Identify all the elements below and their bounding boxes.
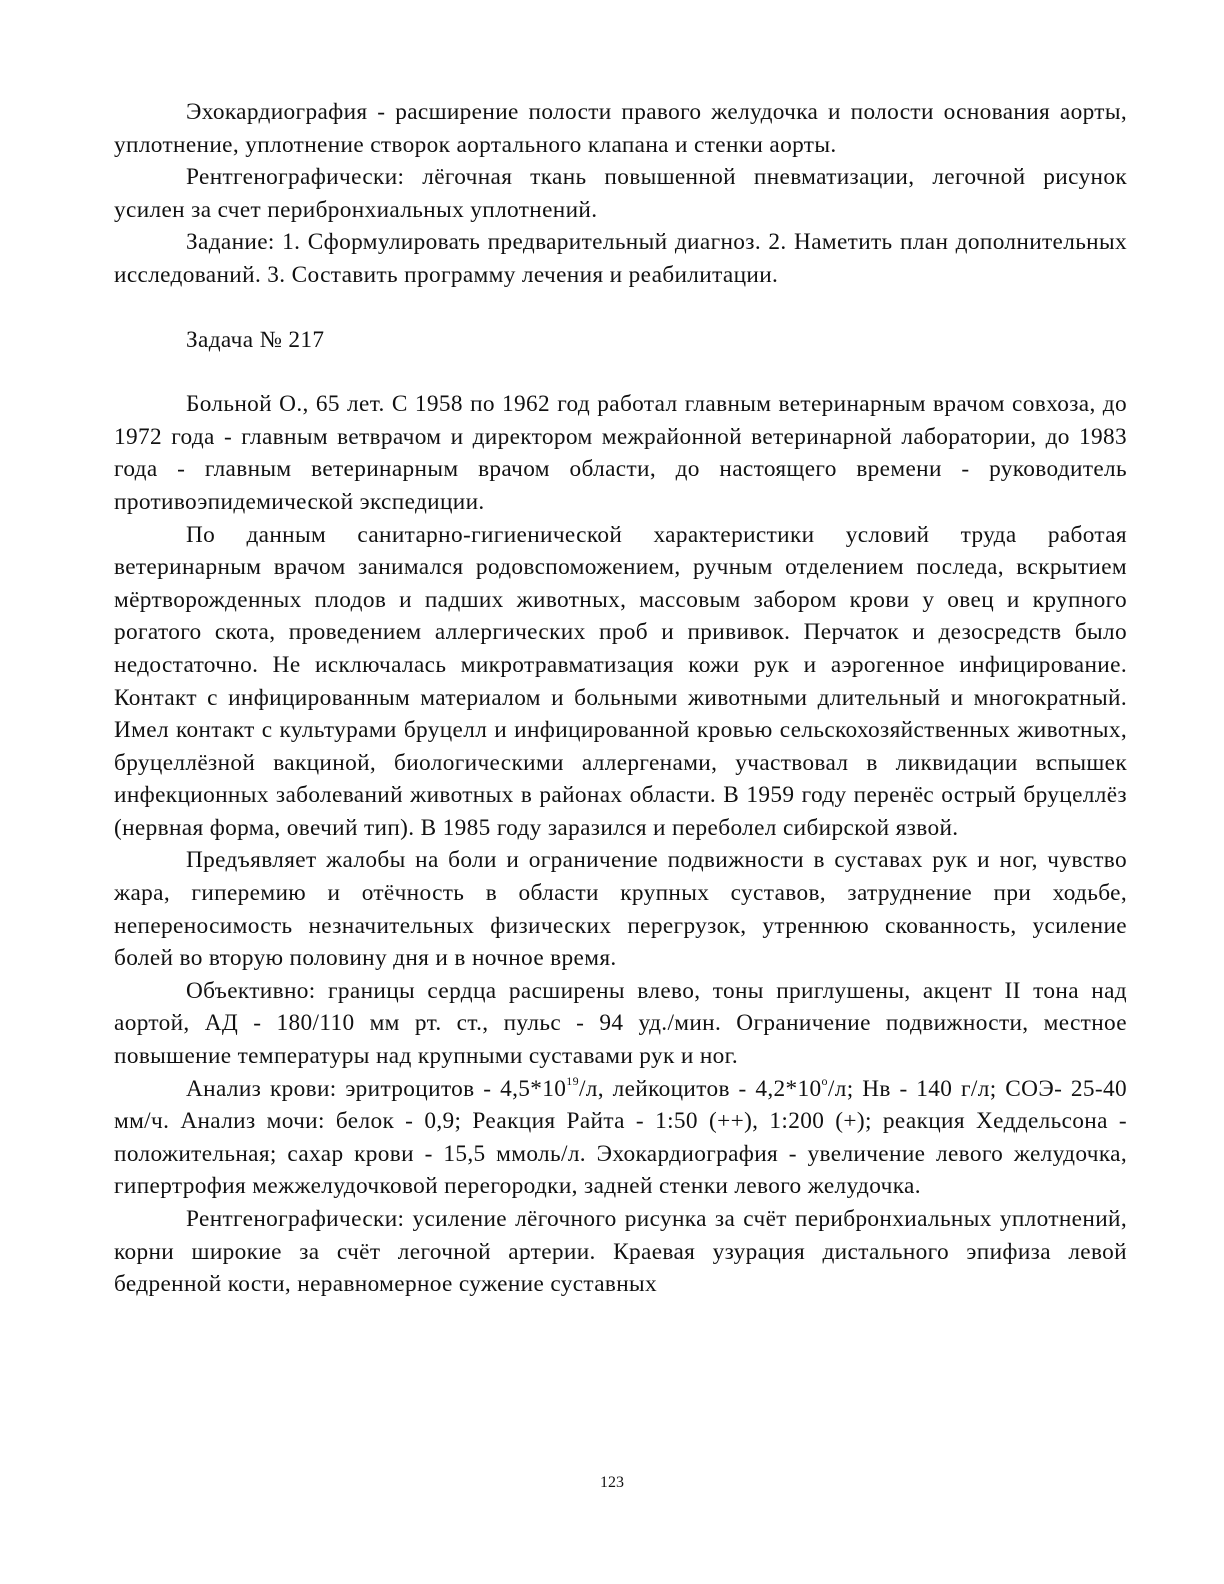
- exponent-superscript: 19: [566, 1073, 579, 1088]
- task-paragraph: Задание: 1. Сформулировать предварительный диагноз. 2. Наметить план дополнительных исследований. 3. Составить программу лечения и реабилитации.: [114, 229, 1127, 288]
- xray-paragraph: Рентгенографически: лёгочная ткань повышенной пневматизации, легочной рисунок усилен за счет перибронхиальных уплотнений.: [114, 164, 1127, 223]
- echo-paragraph: Эхокардиография - расширение полости правого желудочка и полости основания аорты, уплотнение, уплотнение створок аортального клапана и стенки аорты.: [114, 99, 1127, 158]
- objective-paragraph: Объективно: границы сердца расширены влево, тоны приглушены, акцент II тона над аортой, АД - 180/110 мм рт. ст., пульс - 94 уд./мин. Ограничение подвижности, местное повышение температуры над крупными суставами рук и ног.: [114, 977, 1127, 1070]
- patient-history-paragraph: Больной О., 65 лет. С 1958 по 1962 год работал главным ветеринарным врачом совхоза, до 1972 года - главным ветврачом и директором межрайонной ветеринарной лаборатории, до 1983 года - главным ветеринарным врачом области, до настоящего времени - руководитель противоэпидемической экспедиции.: [114, 391, 1127, 515]
- complaints-paragraph: Предъявляет жалобы на боли и ограничение подвижности в суставах рук и ног, чувство жара, гиперемию и отёчность в области крупных суставов, затруднение при ходьбе, непереносимость незначительных физических перегрузок, утреннюю скованность, усиление болей во вторую половину дня и в ночное время.: [114, 847, 1127, 972]
- lab-results-paragraph: [114, 1073, 1127, 1203]
- problem-heading: Задача № 217: [186, 326, 325, 353]
- page-number: 123: [600, 1474, 624, 1491]
- page-body: [114, 96, 1127, 1301]
- lab-text-part-1: Анализ крови: эритроцитов - 4,5*10: [186, 1075, 567, 1102]
- xray-findings-paragraph: Рентгенографически: усиление лёгочного рисунка за счёт перибронхиальных уплотнений, корни широкие за счёт легочной артерии. Краевая узурация дистального эпифиза левой бедренной кости, неравномерное сужение суставных: [114, 1206, 1127, 1298]
- exponent-superscript: о: [821, 1073, 828, 1088]
- lab-text-part-3: /л; Нв - 140 г/л; СОЭ- 25-40 мм/ч. Анализ мочи: белок - 0,9; Реакция Райта - 1:50 (++), 1:200 (+); реакция Хеддельсона - положительная; сахар крови - 15,5 ммоль/л. Эхокардиография - увеличение левого желудочка, гипертрофия межжелудочковой перегородки, задней стенки левого желудочка.: [114, 1075, 1127, 1200]
- lab-text-part-2: /л, лейкоцитов - 4,2*10: [578, 1075, 822, 1102]
- work-conditions-paragraph: По данным санитарно-гигиенической характеристики условий труда работая ветеринарным врачом занимался родовспоможением, ручным отделением последа, вскрытием мёртворожденных плодов и падших животных, массовым забором крови у овец и крупного рогатого скота, проведением аллергических проб и прививок. Перчаток и дезосредств было недостаточно. Не исключалась микротравматизация кожи рук и аэрогенное инфицирование. Контакт с инфицированным материалом и больными животными длительный и многократный. Имел контакт с культурами бруцелл и инфицированной кровью сельскохозяйственных животных, бруцеллёзной вакциной, биологическими аллергенами, участвовал в ликвидации вспышек инфекционных заболеваний животных в районах области. В 1959 году перенёс острый бруцеллёз (нервная форма, овечий тип). В 1985 году заразился и переболел сибирской язвой.: [114, 521, 1127, 841]
